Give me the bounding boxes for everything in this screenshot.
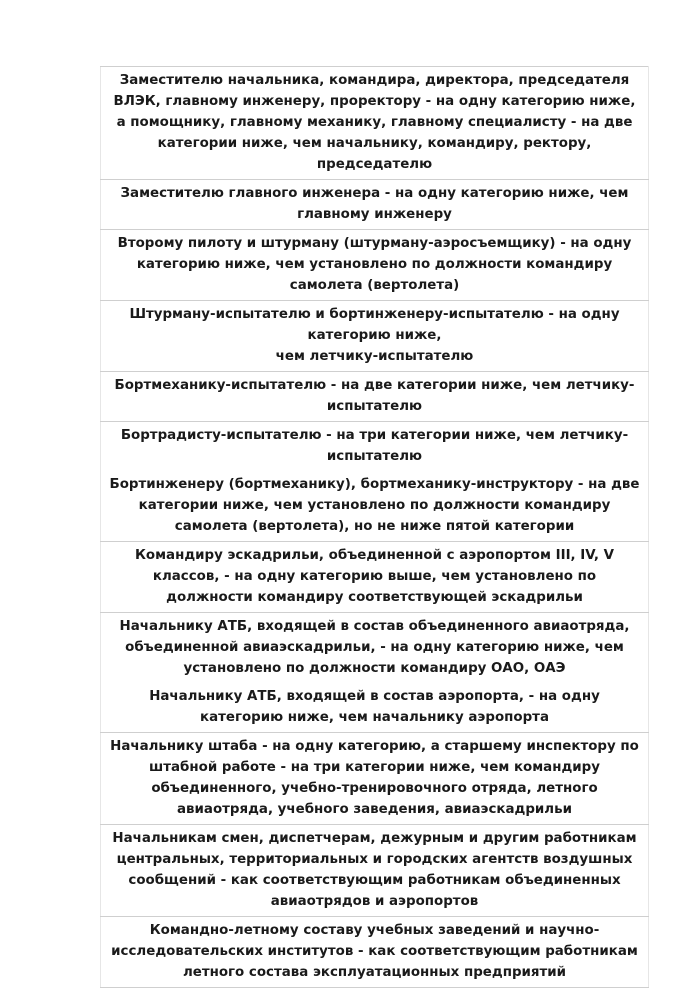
text-line: объединенного, учебно-тренировочного отряда, летного (151, 781, 598, 796)
table-cell (101, 733, 649, 825)
text-line: чем летчику-испытателю (275, 349, 474, 364)
cell-paragraph (103, 183, 646, 225)
table-row (101, 917, 649, 988)
cell-paragraph (103, 616, 646, 679)
text-line: а помощнику, главному механику, главному специалисту - на две (116, 115, 633, 130)
cell-paragraph (103, 70, 646, 175)
text-line: категории ниже, чем начальнику, командиру, ректору, (157, 136, 592, 151)
text-line: главному инженеру (297, 207, 452, 222)
text-line: Заместителю начальника, командира, директора, председателя (119, 73, 630, 88)
cell-paragraph (103, 545, 646, 608)
text-line: исследовательских институтов - как соответствующим работникам (111, 944, 638, 959)
text-line: Начальникам смен, диспетчерам, дежурным и другим работникам (112, 831, 637, 846)
table-cell (101, 917, 649, 988)
cell-paragraph (103, 233, 646, 296)
text-line: объединенной авиаэскадрильи, - на одну категорию ниже, чем (125, 640, 624, 655)
text-line: категорию ниже, чем установлено по должности командиру (136, 257, 613, 272)
text-line: Командиру эскадрильи, объединенной с аэропортом III, IV, V (134, 548, 615, 563)
text-line: председателю (316, 157, 433, 172)
table-row (101, 301, 649, 372)
table-row (101, 372, 649, 422)
table-cell (101, 67, 649, 180)
text-line: ВЛЭК, главному инженеру, проректору - на одну категорию ниже, (113, 94, 636, 109)
table-cell (101, 180, 649, 230)
table-row (101, 733, 649, 825)
cell-paragraph (103, 920, 646, 983)
text-line: категорию ниже, чем начальнику аэропорта (200, 710, 549, 725)
text-line: Заместителю главного инженера - на одну категорию ниже, чем (120, 186, 629, 201)
text-line: Бортрадисту-испытателю - на три категории ниже, чем летчику- (120, 428, 629, 443)
cell-paragraph (103, 375, 646, 417)
text-line: летного состава эксплуатационных предприятий (182, 965, 567, 980)
cell-paragraph (103, 828, 646, 912)
table-row (101, 180, 649, 230)
table-row (101, 613, 649, 733)
cell-paragraph (103, 686, 646, 728)
text-line: самолета (вертолета), но не ниже пятой категории (174, 519, 575, 534)
text-line: самолета (вертолета) (289, 278, 460, 293)
table-cell (101, 825, 649, 917)
table-row (101, 542, 649, 613)
cell-paragraph (103, 474, 646, 537)
table-cell (101, 422, 649, 542)
text-line: испытателю (326, 449, 423, 464)
text-line: авиаотряда, учебного заведения, авиаэскадрильи (177, 802, 572, 817)
text-line: Второму пилоту и штурману (штурману-аэросъемщику) - на одну (117, 236, 632, 251)
text-line: авиаотрядов и аэропортов (270, 894, 479, 909)
table-row (101, 67, 649, 180)
text-line: Начальнику АТБ, входящей в состав объединенного авиаотряда, (119, 619, 630, 634)
text-line: классов, - на одну категорию выше, чем установлено по (152, 569, 597, 584)
cell-paragraph (103, 425, 646, 467)
categories-table (100, 66, 649, 988)
text-line: Бортмеханику-испытателю - на две категории ниже, чем летчику- (114, 378, 635, 393)
text-line: Начальнику штаба - на одну категорию, а старшему инспектору по (110, 739, 639, 754)
table-cell (101, 372, 649, 422)
table-cell (101, 230, 649, 301)
table-row (101, 825, 649, 917)
text-line: сообщений - как соответствующим работникам объединенных (128, 873, 621, 888)
table-cell (101, 301, 649, 372)
table-body (101, 67, 649, 988)
cell-paragraph (103, 736, 646, 820)
text-line: Командно-летному составу учебных заведений и научно- (149, 923, 600, 938)
table-row (101, 230, 649, 301)
cell-paragraph (103, 304, 646, 367)
text-line: Бортинженеру (бортмеханику), бортмеханику-инструктору - на две (109, 477, 640, 492)
table-cell (101, 613, 649, 733)
text-line: центральных, территориальных и городских агентств воздушных (116, 852, 633, 867)
text-line: Штурману-испытателю и бортинженеру-испытателю - на одну (129, 307, 620, 322)
text-line: должности командиру соответствующей эскадрильи (166, 590, 583, 605)
text-line: испытателю (326, 399, 423, 414)
text-line: штабной работе - на три категории ниже, чем командиру (149, 760, 600, 775)
text-line: категории ниже, чем установлено по должности командиру (138, 498, 611, 513)
text-line: категорию ниже, (307, 328, 442, 343)
text-line: установлено по должности командиру ОАО, ОАЭ (183, 661, 566, 676)
table-row (101, 422, 649, 542)
table-cell (101, 542, 649, 613)
text-line: Начальнику АТБ, входящей в состав аэропорта, - на одну (149, 689, 600, 704)
